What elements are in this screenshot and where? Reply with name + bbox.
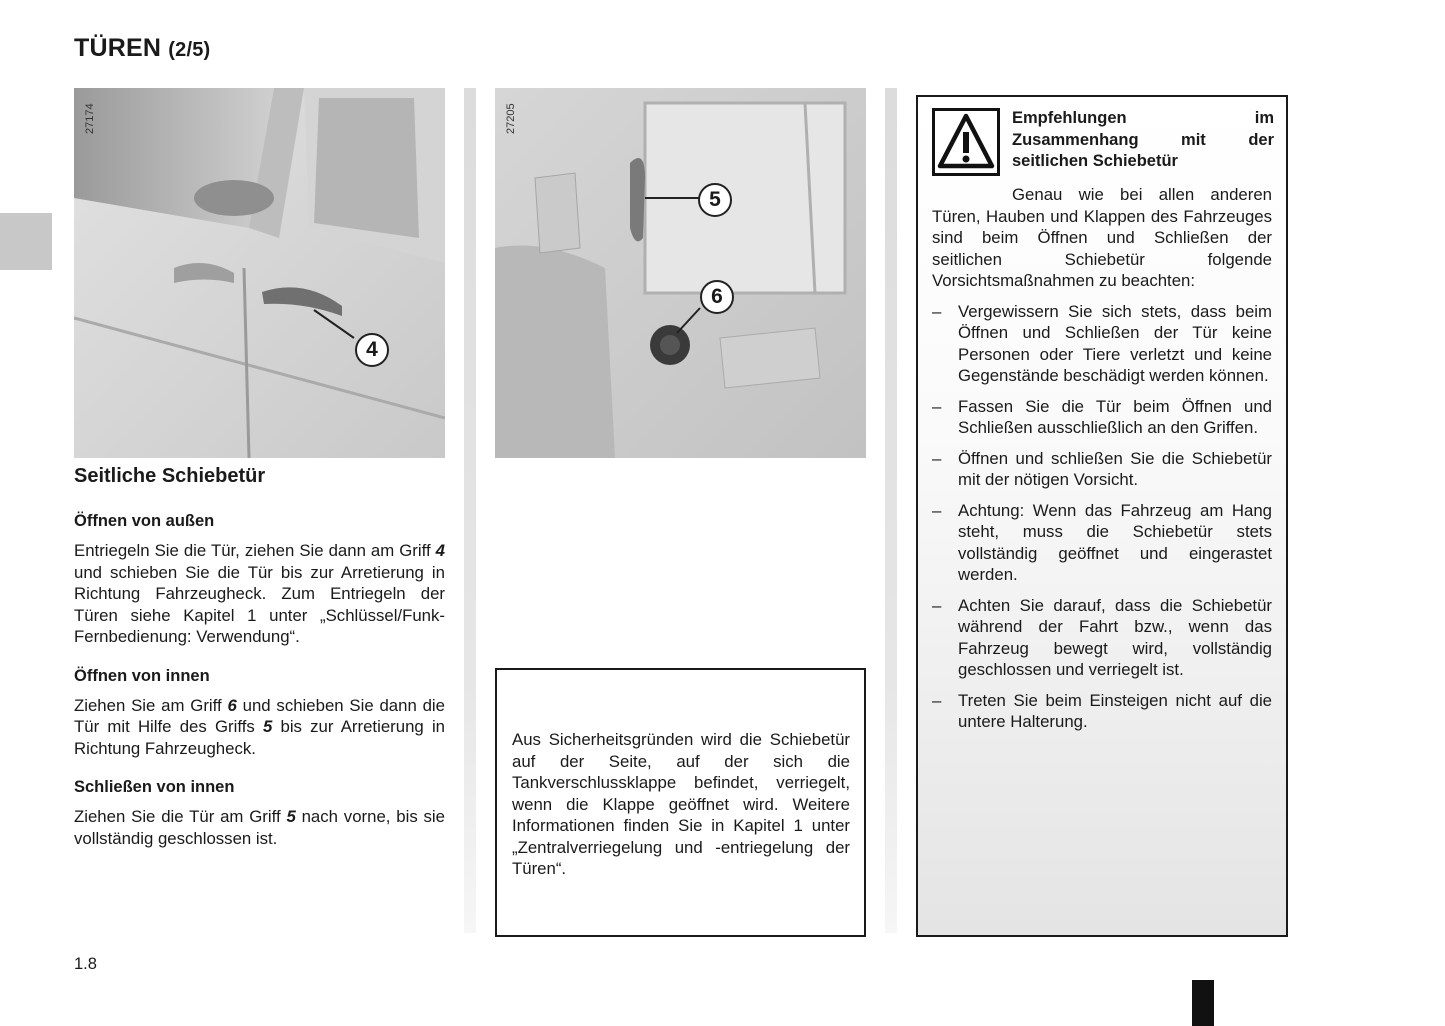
- text-part: nach vorne, bis sie vollständig geschlossen ist.: [74, 807, 445, 848]
- column-divider-left: [464, 88, 476, 933]
- list-dash: –: [932, 448, 942, 468]
- text-part: und schieben Sie die Tür bis zur Arretierung in Richtung Fahrzeugheck. Zum Entriegeln der Türen siehe Kapitel 1 unter „Schlüssel/Funk-Fernbedienung: Verwendung“.: [74, 562, 445, 646]
- text-part: Ziehen Sie die Tür am Griff: [74, 807, 287, 826]
- warning-item-text: Öffnen und schließen Sie die Schiebetür mit der nötigen Vorsicht.: [958, 448, 1272, 489]
- paragraph-close-inside: [74, 806, 445, 849]
- warning-list: [932, 301, 1272, 733]
- safety-note-box: [495, 668, 866, 937]
- warning-item: [932, 448, 1272, 491]
- text-part: Entriegeln Sie die Tür, ziehen Sie dann am Griff: [74, 541, 436, 560]
- warning-item: [932, 301, 1272, 387]
- paragraph-open-inside: [74, 695, 445, 760]
- section-heading: Seitliche Schiebetür: [74, 465, 266, 487]
- callout-4: 4: [355, 333, 389, 367]
- page-title: [74, 34, 210, 63]
- warning-item: [932, 500, 1272, 586]
- list-dash: –: [932, 396, 942, 416]
- warning-item: [932, 396, 1272, 439]
- subheading-open-outside: Öffnen von außen: [74, 512, 215, 530]
- warning-header: [932, 108, 1272, 182]
- page-edge-marker: [1192, 980, 1214, 1026]
- figure-code-right: 27205: [505, 103, 517, 134]
- warning-item-text: Achten Sie darauf, dass die Schiebetür während der Fahrt bzw., wenn das Fahrzeug bewegt wird, vollständig geschlossen und verriegelt ist.: [958, 595, 1272, 679]
- paragraph-open-outside: [74, 540, 445, 648]
- subheading-open-inside: Öffnen von innen: [74, 666, 210, 685]
- chapter-tab: [0, 213, 52, 270]
- list-dash: –: [932, 595, 942, 615]
- callout-5: 5: [698, 183, 732, 217]
- callout-6: 6: [700, 280, 734, 314]
- list-dash: –: [932, 301, 942, 321]
- warning-intro: Genau wie bei allen anderen Türen, Hauben und Klappen des Fahrzeuges sind beim Öffnen und Schließen der seitlichen Schiebetür folgende Vorsichtsmaßnahmen zu beachten:: [932, 185, 1272, 290]
- text-part: Ziehen Sie am Griff: [74, 695, 228, 715]
- interior-door-photo: [495, 88, 866, 458]
- warning-item: [932, 595, 1272, 681]
- exterior-door-photo: [74, 88, 445, 458]
- safety-note-text: Aus Sicherheitsgründen wird die Schiebetür auf der Seite, auf der sich die Tankverschlussklappe befindet, verriegelt, wenn die Klappe geöffnet wird. Weitere Informationen finden Sie in Kapitel 1 unter „Zentralverriegelung und -entriegelung der Türen“.: [512, 730, 850, 878]
- title-page-count: (2/5): [168, 39, 211, 61]
- warning-item: [932, 690, 1272, 733]
- text-part: bis zur Arretierung in Richtung Fahrzeugheck.: [74, 717, 446, 758]
- exterior-door-illustration: [74, 88, 445, 458]
- ref-handle-4: 4: [435, 541, 445, 560]
- text-part: und schieben Sie dann die Tür mit Hilfe des Griffs: [74, 695, 445, 736]
- page-number: 1.8: [74, 955, 97, 973]
- left-column-text: [74, 465, 445, 849]
- ref-handle-5: 5: [286, 807, 296, 826]
- title-main: TÜREN: [74, 34, 162, 62]
- interior-door-illustration: [495, 88, 866, 458]
- list-dash: –: [932, 690, 942, 710]
- column-divider-right: [885, 88, 897, 933]
- warning-item-text: Vergewissern Sie sich stets, dass beim Öffnen und Schließen der Tür keine Personen oder Tiere verletzt und keine Gegenstände beschädigt werden können.: [958, 301, 1272, 385]
- warning-box: [916, 95, 1288, 937]
- list-dash: –: [932, 500, 942, 520]
- warning-item-text: Treten Sie beim Einsteigen nicht auf die untere Halterung.: [958, 690, 1272, 731]
- warning-item-text: Fassen Sie die Tür beim Öffnen und Schließen ausschließlich an den Griffen.: [958, 396, 1272, 437]
- warning-title: Empfehlungen im Zusammenhang mit der seitlichen Schiebetür: [1012, 109, 1274, 170]
- subheading-close-inside: Schließen von innen: [74, 778, 235, 796]
- warning-item-text: Achtung: Wenn das Fahrzeug am Hang steht, muss die Schiebetür stets vollständig geöffnet und eingerastet werden.: [958, 500, 1272, 584]
- ref-handle-6: 6: [227, 695, 237, 715]
- warning-triangle-icon: [932, 108, 1000, 176]
- figure-code-left: 27174: [84, 103, 96, 134]
- ref-handle-5: 5: [262, 717, 273, 736]
